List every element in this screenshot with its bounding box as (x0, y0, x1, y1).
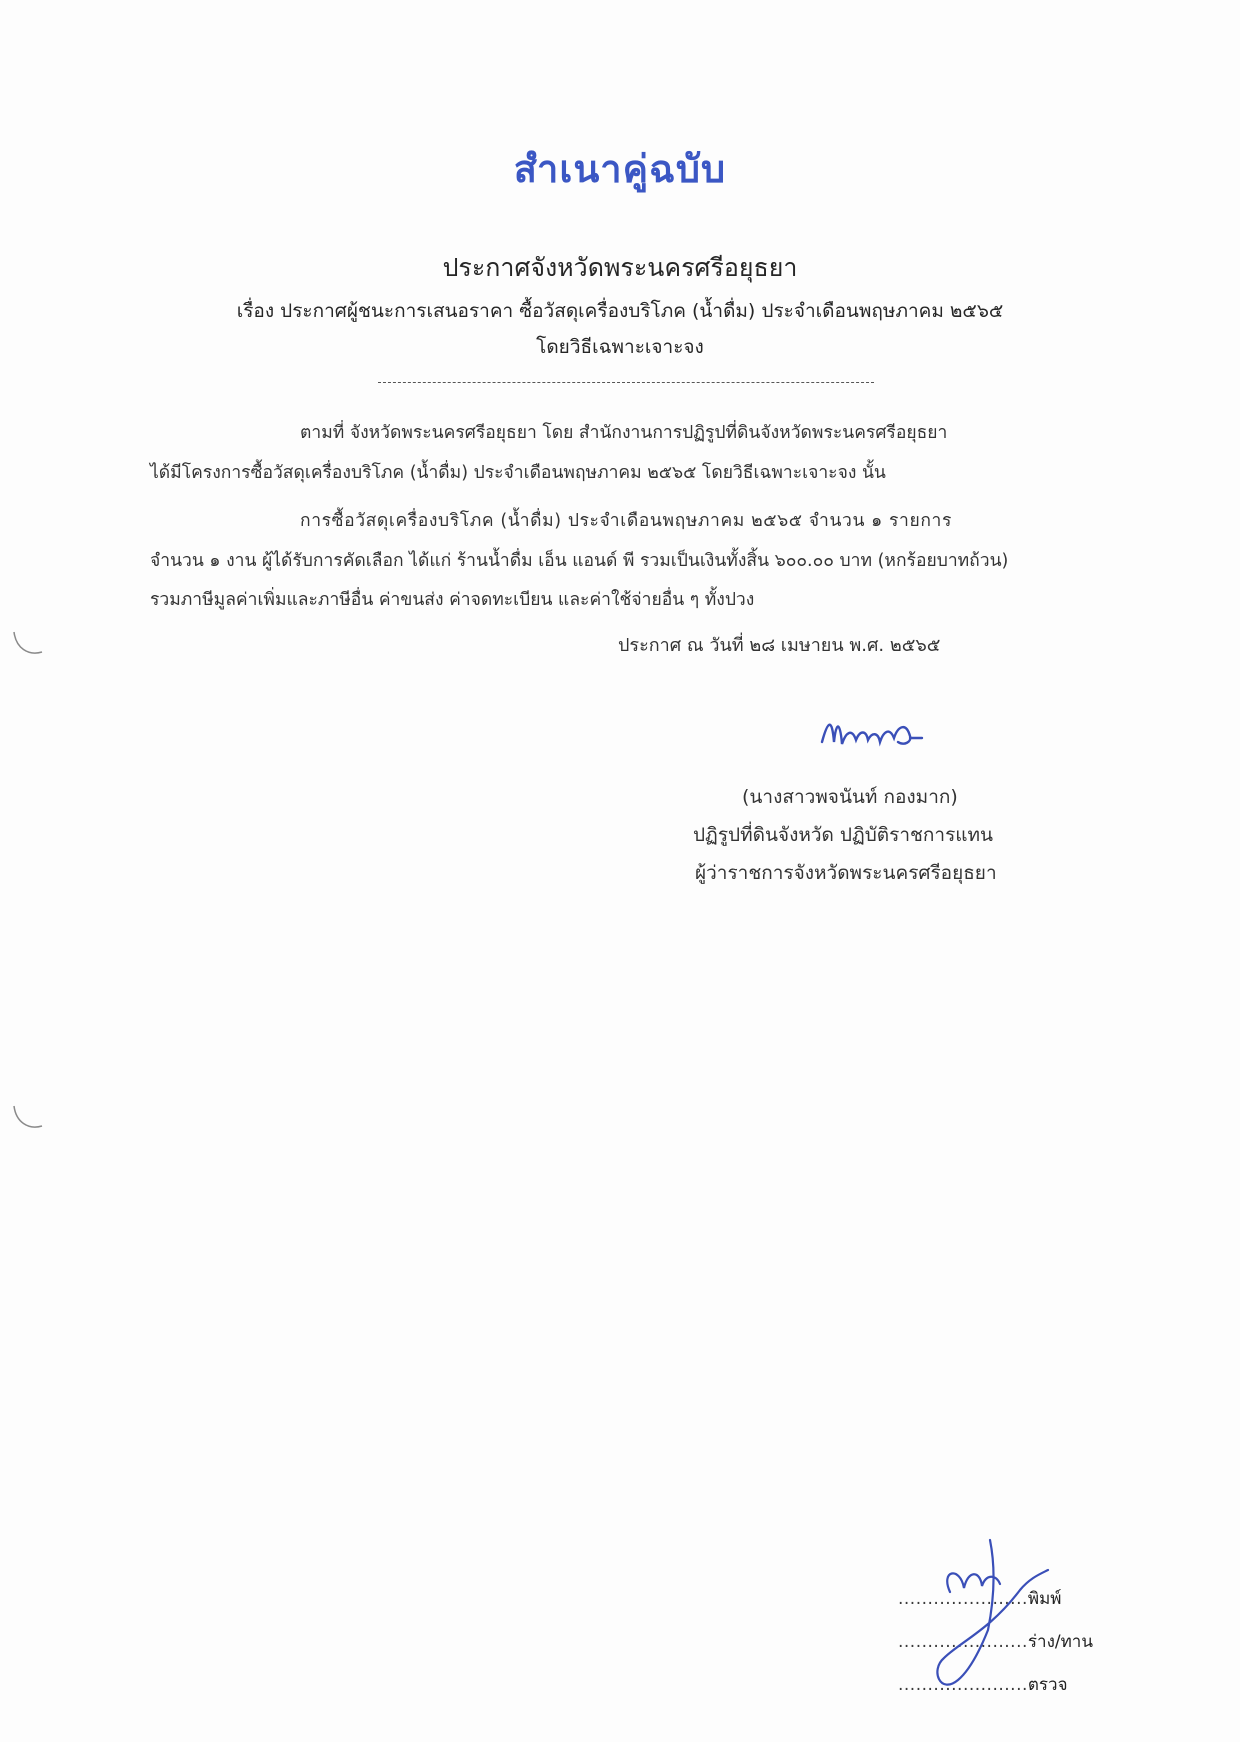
paragraph-2-line-1: การซื้อวัสดุเครื่องบริโภค (น้ำดื่ม) ประจำเดือนพฤษภาคม ๒๕๖๕ จำนวน ๑ รายการ (300, 511, 952, 531)
signatory-position-1: ปฏิรูปที่ดินจังหวัด ปฏิบัติราชการแทน (693, 824, 994, 846)
corner-dots: ...................... (898, 1632, 1028, 1652)
announcement-subject: เรื่อง ประกาศผู้ชนะการเสนอราคา ซื้อวัสดุเครื่องบริโภค (น้ำดื่ม) ประจำเดือนพฤษภาคม ๒๕๖๕ (236, 300, 1004, 322)
corner-dots: ...................... (898, 1675, 1028, 1695)
corner-label-print: พิมพ์ (1027, 1589, 1062, 1609)
corner-label-draft: ร่าง/ทาน (1027, 1632, 1093, 1652)
punch-hole-mark (10, 626, 44, 660)
copy-stamp: สำเนาคู่ฉบับ (513, 147, 727, 191)
signatory-position-2: ผู้ว่าราชการจังหวัดพระนครศรีอยุธยา (695, 862, 997, 884)
initials-signature (930, 1530, 1050, 1700)
paragraph-2-line-3: รวมภาษีมูลค่าเพิ่มและภาษีอื่น ค่าขนส่ง ค่าจดทะเบียน และค่าใช้จ่ายอื่น ๆ ทั้งปวง (150, 590, 755, 610)
handwritten-signature (818, 712, 948, 762)
procurement-method: โดยวิธีเฉพาะเจาะจง (536, 336, 704, 358)
signatory-name: (นางสาวพจนันท์ กองมาก) (742, 786, 958, 808)
title-divider (378, 382, 874, 383)
paragraph-1-line-2: ได้มีโครงการซื้อวัสดุเครื่องบริโภค (น้ำดื่ม) ประจำเดือนพฤษภาคม ๒๕๖๕ โดยวิธีเฉพาะเจาะจง นั้น (150, 463, 886, 483)
announcement-title: ประกาศจังหวัดพระนครศรีอยุธยา (442, 253, 798, 282)
paragraph-1-line-1: ตามที่ จังหวัดพระนครศรีอยุธยา โดย สำนักงานการปฏิรูปที่ดินจังหวัดพระนครศรีอยุธยา (300, 423, 948, 443)
corner-dots: ...................... (898, 1589, 1028, 1609)
announcement-date: ประกาศ ณ วันที่ ๒๘ เมษายน พ.ศ. ๒๕๖๕ (618, 635, 941, 656)
paragraph-2-line-2: จำนวน ๑ งาน ผู้ได้รับการคัดเลือก ได้แก่ ร้านน้ำดื่ม เอ็น แอนด์ พี รวมเป็นเงินทั้งสิ้น ๖๐๐.๐๐ บาท (หกร้อยบาทถ้วน) (150, 551, 1009, 571)
corner-label-check: ตรวจ (1027, 1675, 1068, 1695)
punch-hole-mark (10, 1100, 44, 1134)
